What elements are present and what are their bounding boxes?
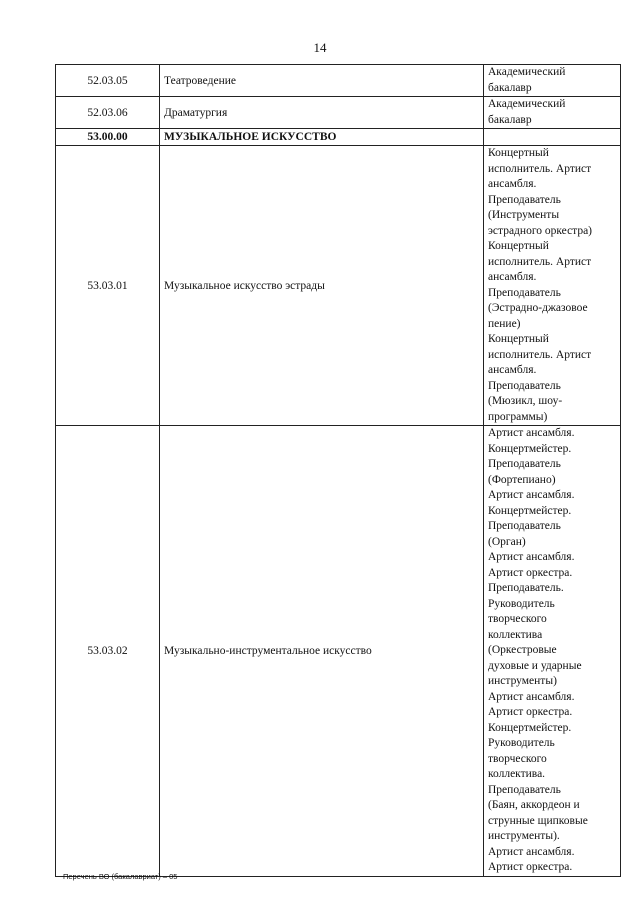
qualification-line: ансамбля.	[488, 178, 537, 190]
qualification-line: коллектива.	[488, 768, 546, 780]
page-number: 14	[313, 40, 327, 55]
qualification-line: струнные щипковые	[488, 814, 588, 827]
qualification-line: Артист оркестра.	[488, 706, 573, 718]
qualification-line: Преподаватель	[488, 458, 561, 470]
qualification-line: (Эстрадно-джазовое	[488, 302, 588, 314]
code-cell: 53.03.02	[56, 426, 160, 877]
table-row	[56, 146, 621, 426]
qualification-line: программы)	[488, 410, 548, 423]
section-code: 53.00.00	[56, 129, 160, 146]
qualification-line: Артист ансамбля.	[488, 690, 575, 703]
qualification-line: бакалавр	[488, 81, 532, 94]
qualification-cell	[484, 65, 621, 97]
qualification-line: (Мюзикл, шоу-	[488, 395, 563, 407]
qualification-line: Концертный	[488, 147, 549, 159]
qualification-line: (Баян, аккордеон и	[488, 799, 580, 811]
qualification-line: Артист ансамбля.	[488, 845, 575, 858]
qualification-line: духовые и ударные	[488, 659, 582, 672]
table-row	[56, 65, 621, 97]
qualification-line: ансамбля.	[488, 364, 537, 376]
qualification-line: Артист оркестра.	[488, 861, 573, 873]
qualification-line: Преподаватель	[488, 520, 561, 532]
qualification-line: Концертмейстер.	[488, 442, 572, 455]
qualification-cell	[484, 129, 621, 146]
qualification-line: Преподаватель	[488, 379, 561, 392]
code-cell: 52.03.05	[56, 65, 160, 97]
qualification-line: (Инструменты	[488, 209, 560, 221]
qualification-line: Концертный	[488, 240, 549, 252]
qualification-line: Руководитель	[488, 597, 555, 610]
section-row	[56, 129, 621, 146]
qualification-line: Преподаватель	[488, 193, 561, 206]
qualification-line: Концертмейстер.	[488, 721, 572, 734]
qualification-line: Концертный	[488, 333, 549, 345]
qualification-cell	[484, 146, 621, 426]
qualification-line: творческого	[488, 613, 547, 625]
qualification-line: Артист ансамбля.	[488, 551, 575, 563]
qualification-line: инструменты)	[488, 675, 557, 687]
code-cell: 52.03.06	[56, 97, 160, 129]
name-cell: Музыкальное искусство эстрады	[160, 146, 484, 426]
table-row	[56, 97, 621, 129]
qualification-line: инструменты).	[488, 830, 560, 842]
name-cell: Драматургия	[160, 97, 484, 129]
qualification-line: эстрадного оркестра)	[488, 224, 593, 237]
qualification-line: (Фортепиано)	[488, 473, 556, 486]
qualification-line: бакалавр	[488, 113, 532, 126]
qualification-cell	[484, 97, 621, 129]
qualification-line: Преподаватель	[488, 286, 561, 299]
code-cell: 53.03.01	[56, 146, 160, 426]
name-cell: Музыкально-инструментальное искусство	[160, 426, 484, 877]
qualification-line: Артист оркестра.	[488, 566, 573, 579]
qualification-line: (Орган)	[488, 535, 526, 548]
qualification-line: Преподаватель.	[488, 582, 564, 594]
qualification-line: исполнитель. Артист	[488, 255, 592, 268]
qualification-line: творческого	[488, 752, 547, 765]
qualification-cell	[484, 426, 621, 877]
table-row	[56, 426, 621, 877]
qualification-line: Академический	[488, 66, 566, 78]
qualification-line: ансамбля.	[488, 271, 537, 283]
qualification-line: Академический	[488, 98, 566, 110]
qualification-line: Концертмейстер.	[488, 504, 572, 517]
qualification-line: (Оркестровые	[488, 644, 557, 656]
qualification-line: пение)	[488, 317, 521, 330]
qualification-line: Преподаватель	[488, 783, 561, 796]
qualification-line: Руководитель	[488, 737, 555, 749]
page-footer: Перечень ВО (бакалавриат) – 05	[63, 872, 178, 881]
qualification-line: Артист ансамбля.	[488, 489, 575, 501]
qualification-line: исполнитель. Артист	[488, 348, 592, 361]
section-title: МУЗЫКАЛЬНОЕ ИСКУССТВО	[160, 129, 484, 146]
name-cell: Театроведение	[160, 65, 484, 97]
qualification-line: Артист ансамбля.	[488, 427, 575, 439]
qualification-line: коллектива	[488, 628, 543, 641]
qualification-line: исполнитель. Артист	[488, 162, 592, 175]
specialty-table	[55, 64, 621, 877]
